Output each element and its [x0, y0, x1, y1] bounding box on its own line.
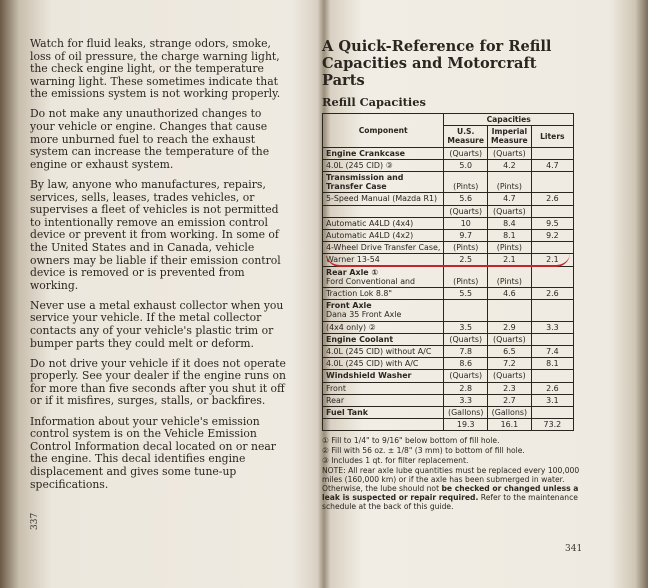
us-cell: (Pints) — [444, 172, 488, 193]
imperial-cell: 4.2 — [488, 159, 532, 171]
table-row — [323, 300, 574, 321]
liters-cell — [531, 370, 573, 382]
component-cell — [323, 288, 444, 300]
imperial-cell: 8.4 — [488, 217, 532, 229]
imperial-cell: 2.1 — [488, 254, 532, 266]
left-page-number: 337 — [30, 512, 40, 530]
us-cell: 2.8 — [444, 382, 488, 394]
table-row — [323, 288, 574, 300]
footnotes — [322, 436, 584, 511]
table-row — [323, 346, 574, 358]
header-liters: Liters — [531, 126, 573, 147]
imperial-cell: (Pints) — [488, 242, 532, 254]
liters-cell — [531, 205, 573, 217]
component-cell — [323, 333, 444, 345]
component-cell — [323, 205, 444, 217]
component-cell — [323, 266, 444, 287]
liters-cell: 3.1 — [531, 394, 573, 406]
liters-cell — [531, 147, 573, 159]
table-row — [323, 333, 574, 345]
imperial-cell: 2.3 — [488, 382, 532, 394]
us-cell: 2.5 — [444, 254, 488, 266]
page-title: A Quick-Reference for Refill Capacities and Motorcraft Parts — [322, 38, 552, 89]
component-label: Dana 35 Front Axle — [326, 310, 402, 320]
section-heading: Windshield Washer — [326, 371, 412, 381]
us-cell: 9.7 — [444, 230, 488, 242]
liters-cell: 2.6 — [531, 193, 573, 205]
us-cell: (Pints) — [444, 266, 488, 287]
left-paragraph-2: Do not make any unauthorized changes to your vehicle or engine. Changes that cause more unburned fuel to reach the exhaust system can increase the temperature of the engine or exhaust system. — [30, 107, 270, 171]
section-heading: Fuel Tank — [326, 408, 368, 418]
us-cell: 5.5 — [444, 288, 488, 300]
table-row — [323, 419, 574, 431]
component-label: 4.0L (245 CID) with A/C — [326, 359, 419, 369]
imperial-cell: 4.7 — [488, 193, 532, 205]
section-heading: Front Axle — [326, 301, 372, 311]
component-cell — [323, 230, 444, 242]
us-cell: 10 — [444, 217, 488, 229]
liters-cell: 2.1 — [531, 254, 573, 266]
imperial-cell: 6.5 — [488, 346, 532, 358]
liters-cell: 7.4 — [531, 346, 573, 358]
component-label: 4-Wheel Drive Transfer Case, — [326, 243, 441, 253]
component-label: (4x4 only) ② — [326, 322, 376, 332]
component-label: Rear — [326, 395, 345, 405]
liters-cell — [531, 300, 573, 321]
axle-note-bold: be checked or changed unless a leak is suspected or repair required. — [322, 484, 579, 503]
component-label: Automatic A4LD (4x4) — [326, 218, 414, 228]
left-paragraph-5: Do not drive your vehicle if it does not operate properly. See your dealer if the engine runs on for more than five seconds after you shut it off or if it misfires, surges, stalls, or backfires. — [30, 356, 286, 408]
us-cell: 7.8 — [444, 346, 488, 358]
imperial-cell: 7.2 — [488, 358, 532, 370]
table-row — [323, 193, 574, 205]
imperial-cell: (Pints) — [488, 172, 532, 193]
left-paragraph-1: Watch for fluid leaks, strange odors, smoke, loss of oil pressure, the charge warning light, the check engine light, or the temperature warning light. These sometimes indicate that the emissions system is not working properly. — [30, 37, 281, 101]
us-cell: 19.3 — [444, 419, 488, 431]
component-cell — [323, 172, 444, 193]
us-cell: 3.5 — [444, 321, 488, 333]
component-label: Front — [326, 383, 346, 393]
us-cell — [444, 300, 488, 321]
table-row — [323, 394, 574, 406]
component-label: Warner 13-54 — [326, 255, 380, 265]
imperial-cell: (Pints) — [488, 266, 532, 287]
component-cell — [323, 382, 444, 394]
component-cell — [323, 321, 444, 333]
component-cell — [323, 394, 444, 406]
us-cell: (Pints) — [444, 242, 488, 254]
us-cell: (Quarts) — [444, 333, 488, 345]
table-row — [323, 217, 574, 229]
section-heading: Engine Coolant — [326, 334, 394, 344]
liters-cell: 8.1 — [531, 358, 573, 370]
liters-cell: 4.7 — [531, 159, 573, 171]
left-paragraph-6: Information about your vehicle's emission control system is on the Vehicle Emission Control Information decal located on or near the engine. This decal identifies engine displacement and gives some tune-up specifications. — [30, 414, 276, 491]
imperial-cell: (Quarts) — [488, 370, 532, 382]
footnote-3: ③ Includes 1 qt. for filter replacement. — [322, 456, 469, 466]
right-page-number: 341 — [565, 544, 583, 554]
component-cell — [323, 147, 444, 159]
right-page — [322, 38, 584, 512]
axle-note-prefix: NOTE: All rear axle lube quantities must be replaced every 100,000 miles (160,000 km) or if the axle has been submerged in water. Otherwise, the lube should not — [322, 466, 580, 494]
footnote-2: ② Fill with 56 oz. ± 1/8" (3 mm) to bottom of fill hole. — [322, 446, 525, 456]
table-row — [323, 159, 574, 171]
component-cell — [323, 346, 444, 358]
imperial-cell: 2.7 — [488, 394, 532, 406]
imperial-cell — [488, 300, 532, 321]
section-heading: Engine Crankcase — [326, 148, 405, 158]
table-row — [323, 370, 574, 382]
table-row — [323, 358, 574, 370]
component-cell — [323, 370, 444, 382]
liters-cell — [531, 266, 573, 287]
us-cell: (Quarts) — [444, 370, 488, 382]
component-cell — [323, 159, 444, 171]
component-label: 5-Speed Manual (Mazda R1) — [326, 194, 438, 204]
refill-capacities-table — [322, 113, 574, 431]
header-component: Component — [323, 114, 444, 148]
imperial-cell: (Quarts) — [488, 333, 532, 345]
table-row — [323, 230, 574, 242]
liters-cell: 2.6 — [531, 382, 573, 394]
component-label: Automatic A4LD (4x2) — [326, 231, 414, 241]
us-cell: (Quarts) — [444, 205, 488, 217]
liters-cell: 2.6 — [531, 288, 573, 300]
table-body — [323, 147, 574, 431]
component-cell — [323, 407, 444, 419]
imperial-cell: (Gallons) — [488, 407, 532, 419]
us-cell: 3.3 — [444, 394, 488, 406]
section-subtitle: Refill Capacities — [322, 95, 426, 109]
liters-cell — [531, 407, 573, 419]
imperial-cell: 4.6 — [488, 288, 532, 300]
component-label: Ford Conventional and — [326, 276, 416, 286]
imperial-cell: 16.1 — [488, 419, 532, 431]
us-cell: (Quarts) — [444, 147, 488, 159]
red-pen-underline — [326, 253, 570, 267]
liters-cell: 9.2 — [531, 230, 573, 242]
imperial-cell: 8.1 — [488, 230, 532, 242]
imperial-cell: (Quarts) — [488, 147, 532, 159]
footnote-1: ① Fill to 1/4" to 9/16" below bottom of fill hole. — [322, 436, 500, 446]
table-row — [323, 321, 574, 333]
axle-note — [322, 466, 584, 511]
table-row — [323, 382, 574, 394]
imperial-cell: (Quarts) — [488, 205, 532, 217]
us-cell: 8.6 — [444, 358, 488, 370]
us-cell: (Gallons) — [444, 407, 488, 419]
left-paragraph-3: By law, anyone who manufactures, repairs, services, sells, leases, trades vehicles, or supervises a fleet of vehicles is not permitted to intentionally remove an emission control device or prevent it from working. In some of the United States and in Canada, vehicle owners may be liable if their emission control device is removed or is prevented from working. — [30, 177, 281, 292]
section-heading: Rear Axle ① — [326, 267, 379, 277]
header-imperial-measure: Imperial Measure — [488, 126, 532, 147]
liters-cell — [531, 172, 573, 193]
component-cell — [323, 217, 444, 229]
component-label: 4.0L (245 CID) without A/C — [326, 347, 432, 357]
component-cell — [323, 358, 444, 370]
liters-cell — [531, 333, 573, 345]
liters-cell: 3.3 — [531, 321, 573, 333]
axle-note-suffix: Refer to the maintenance schedule at the back of this guide. — [322, 493, 578, 512]
header-us-measure: U.S. Measure — [444, 126, 488, 147]
component-cell — [323, 193, 444, 205]
component-label: 4.0L (245 CID) ③ — [326, 160, 393, 170]
liters-cell: 73.2 — [531, 419, 573, 431]
component-cell — [323, 419, 444, 431]
liters-cell: 9.5 — [531, 217, 573, 229]
section-heading: Transmission and Transfer Case — [326, 173, 404, 192]
left-paragraph-4: Never use a metal exhaust collector when you service your vehicle. If the metal collector contacts any of your vehicle's plastic trim or bumper parts they could melt or deform. — [30, 298, 284, 350]
header-capacities: Capacities — [444, 114, 574, 126]
table-row — [323, 266, 574, 287]
us-cell: 5.0 — [444, 159, 488, 171]
table-row — [323, 172, 574, 193]
table-row — [323, 407, 574, 419]
component-cell — [323, 300, 444, 321]
table-row — [323, 147, 574, 159]
table-row — [323, 205, 574, 217]
component-label: Traction Lok 8.8" — [326, 289, 393, 299]
left-page — [30, 38, 288, 558]
imperial-cell: 2.9 — [488, 321, 532, 333]
us-cell: 5.6 — [444, 193, 488, 205]
